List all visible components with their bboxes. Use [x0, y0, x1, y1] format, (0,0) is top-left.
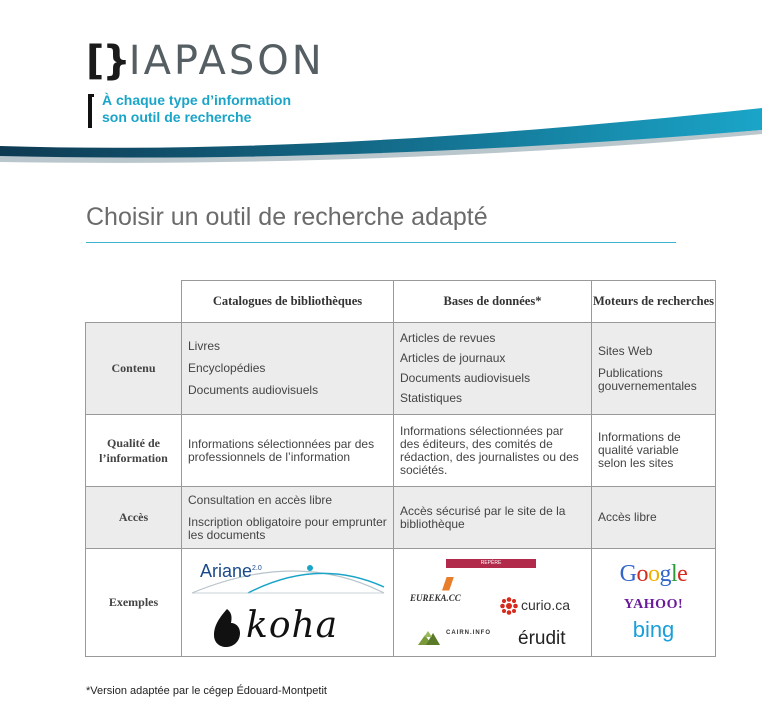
list-item: Encyclopédies — [188, 361, 266, 375]
koha-mark-icon — [210, 607, 244, 649]
table-corner — [86, 281, 182, 323]
table-row-exemples — [86, 549, 716, 657]
tagline-line-2: son outil de recherche — [102, 109, 252, 125]
col-header-catalogues: Catalogues de bibliothèques — [182, 281, 394, 323]
eureka-logo: EUREKA.CC — [410, 592, 461, 603]
logo-bracket: [} — [86, 38, 129, 84]
col-header-moteurs: Moteurs de recherches — [592, 281, 716, 323]
cell-contenu-moteurs — [592, 323, 716, 415]
cairn-logo: CAIRN.INFO — [446, 629, 491, 636]
cell-acces-catalogues — [182, 487, 394, 549]
cell-acces-moteurs: Accès libre — [592, 487, 716, 549]
row-header-exemples: Exemples — [86, 549, 182, 657]
list-item: Articles de journaux — [400, 351, 506, 365]
bing-logo: bing — [632, 616, 675, 642]
logo-text — [86, 38, 325, 84]
list-item: Sites Web — [598, 343, 653, 358]
cell-qualite-catalogues: Informations sélectionnées par des professionnels de l’information — [182, 415, 394, 487]
list-item: Publications gouvernementales — [598, 365, 697, 393]
table-row-acces — [86, 487, 716, 549]
cell-contenu-bases — [394, 323, 592, 415]
row-header-contenu: Contenu — [86, 323, 182, 415]
table-header-row — [86, 281, 716, 323]
cell-acces-bases: Accès sécurisé par le site de la bibliothèque — [394, 487, 592, 549]
cairn-mark-icon — [418, 629, 442, 645]
header-wave-graphic — [0, 100, 762, 170]
koha-name: koha — [246, 604, 339, 646]
col-header-bases: Bases de données* — [394, 281, 592, 323]
list-item: Documents audiovisuels — [400, 371, 531, 385]
curio-logo: curio.ca — [521, 596, 571, 613]
tagline-line-1: À chaque type d’information — [102, 92, 292, 108]
erudit-logo: érudit — [518, 627, 566, 649]
table-row-qualite — [86, 415, 716, 487]
list-item: Inscription obligatoire pour emprunter les documents — [188, 514, 387, 542]
eureka-mark-icon — [442, 577, 454, 591]
ariane-version: 2.0 — [252, 564, 262, 572]
repere-logo: REPÈRE — [446, 559, 536, 568]
cell-exemples-moteurs — [592, 549, 716, 657]
cell-exemples-catalogues — [182, 549, 394, 657]
cell-qualite-moteurs: Informations de qualité variable selon les sites — [592, 415, 716, 487]
row-header-acces: Accès — [86, 487, 182, 549]
ariane-name: Ariane$^{2.0}$ — [200, 560, 262, 581]
google-logo: Google — [619, 560, 688, 587]
cbc-gem-icon — [500, 597, 518, 615]
list-item: Livres — [188, 339, 221, 353]
list-item: Articles de revues — [400, 331, 496, 345]
page-title: Choisir un outil de recherche adapté — [86, 203, 488, 231]
logo-word: IAPASON — [128, 38, 325, 84]
title-underline — [86, 242, 676, 243]
comparison-table — [85, 280, 716, 657]
cell-qualite-bases: Informations sélectionnées par des éditeurs, des comités de rédaction, des journalistes ou des sociétés. — [394, 415, 592, 487]
list-item: Documents audiovisuels — [188, 383, 319, 397]
list-item: Consultation en accès libre — [188, 492, 333, 507]
list-item: Statistiques — [400, 391, 463, 405]
row-header-qualite: Qualité de l’information — [86, 415, 182, 487]
footnote: *Version adaptée par le cégep Édouard-Montpetit — [86, 685, 327, 697]
cell-exemples-bases — [394, 549, 592, 657]
ariane-logo — [188, 557, 388, 597]
cell-contenu-catalogues — [182, 323, 394, 415]
yahoo-logo: YAHOO! — [623, 596, 684, 612]
table-row-contenu — [86, 323, 716, 415]
